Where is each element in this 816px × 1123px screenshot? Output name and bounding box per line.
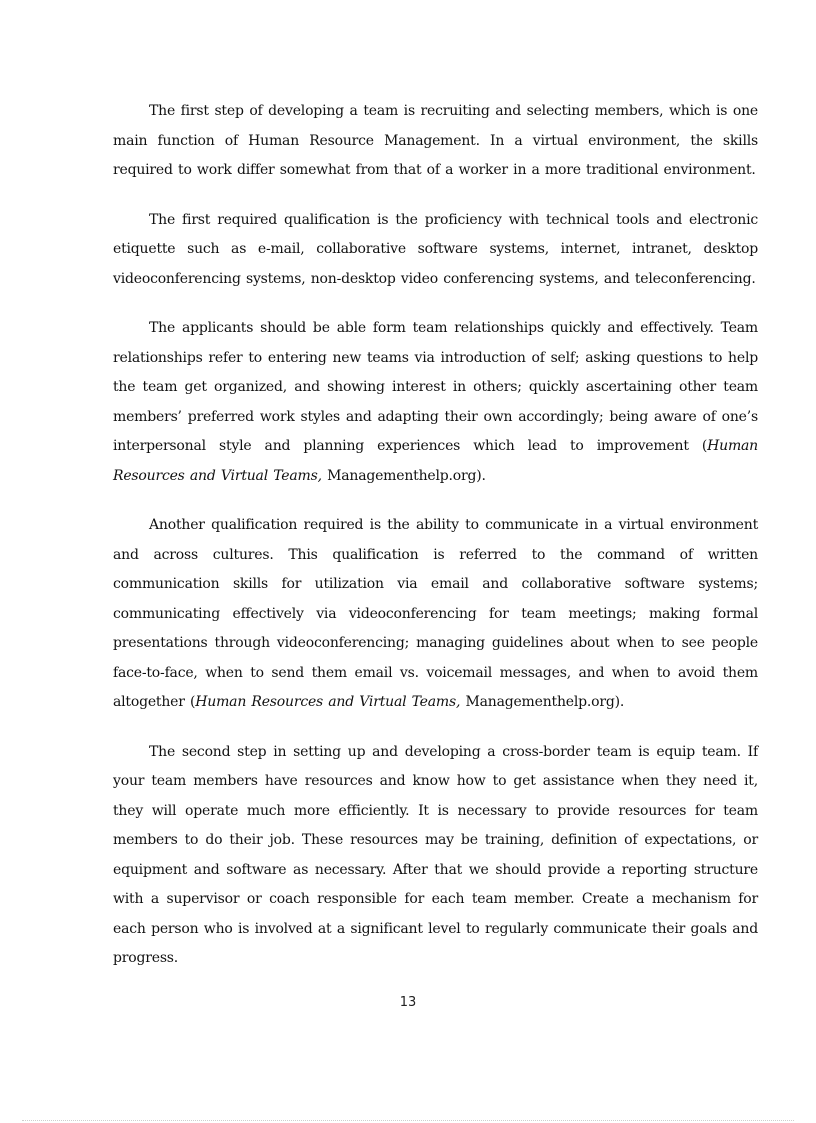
- paragraph-team-relationships: [113, 314, 758, 491]
- paragraph-communication: [113, 511, 758, 718]
- citation-source: Managementhelp.org).: [321, 467, 486, 484]
- paragraph-equip-team: [113, 738, 758, 974]
- paragraph-technical-qualification: [113, 206, 758, 295]
- citation-title: Human Resources and Virtual Teams,: [113, 438, 758, 484]
- paragraph-text: The first required qualification is the proficiency with technical tools and electronic etiquette such as e-mail, collaborative software systems, internet, intranet, desktop videoconferencing systems, non-desktop video conferencing systems, and teleconferencing.: [113, 211, 758, 287]
- paragraph-text: The first step of developing a team is recruiting and selecting members, which is one main function of Human Resource Management. In a virtual environment, the skills required to work differ somewhat from that of a worker in a more traditional environment.: [113, 103, 758, 178]
- page-number: 13: [399, 995, 417, 1010]
- paragraph-text: Another qualification required is the ability to communicate in a virtual environment and across cultures. This qualification is referred to the command of written communication skills for utilization via email and collaborative software systems; communicating effectively via videoconferencing for team meetings; making formal presentations through videoconferencing; managing guidelines about when to see people face-to-face, when to send them email vs. voicemail messages, and when to avoid them altogether (: [113, 517, 758, 710]
- citation-title: Human Resources and Virtual Teams,: [195, 694, 461, 710]
- paragraph-recruiting: [113, 97, 758, 186]
- body-text: [113, 97, 758, 994]
- page-boundary-divider: [22, 1120, 794, 1121]
- citation-source: Managementhelp.org).: [460, 694, 625, 710]
- paragraph-text: The second step in setting up and developing a cross-border team is equip team. If your team members have resources and know how to get assistance when they need it, they will operate much more efficiently. It is necessary to provide resources for team members to do their job. These resources may be training, definition of expectations, or equipment and software as necessary. After that we should provide a reporting structure with a supervisor or coach responsible for each team member. Create a mechanism for each person who is involved at a significant level to regularly communicate their goals and progress.: [113, 743, 758, 966]
- paragraph-text: The applicants should be able form team relationships quickly and effectively. Team relationships refer to entering new teams via introduction of self; asking questions to help the team get organized, and showing interest in others; quickly ascertaining other team members’ preferred work styles and adapting their own accordingly; being aware of one’s interpersonal style and planning experiences which lead to improvement (: [113, 320, 758, 454]
